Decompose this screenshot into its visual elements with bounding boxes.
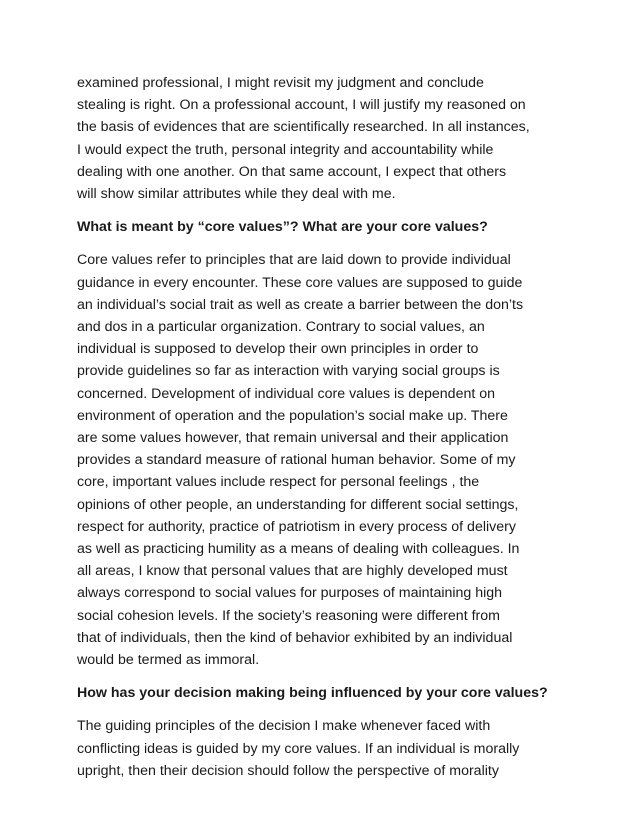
- text-line: upright, then their decision should follow the perspective of morality: [77, 762, 499, 779]
- text-line: provides a standard measure of rational human behavior. Some of my: [77, 452, 516, 469]
- text-line: will show similar attributes while they deal with me.: [77, 186, 396, 203]
- text-line: respect for authority, practice of patriotism in every process of delivery: [77, 518, 516, 535]
- text-line: all areas, I know that personal values that are highly developed must: [77, 563, 508, 580]
- text-line: environment of operation and the population’s social make up. There: [77, 407, 508, 424]
- text-line: The guiding principles of the decision I make whenever faced with: [77, 718, 491, 735]
- text-line: I would expect the truth, personal integrity and accountability while: [77, 141, 494, 158]
- text-line: always correspond to social values for purposes of maintaining high: [77, 585, 503, 602]
- text-line: as well as practicing humility as a means of dealing with colleagues. In: [77, 541, 520, 558]
- text-line: concerned. Development of individual core values is dependent on: [77, 385, 496, 402]
- text-line: an individual’s social trait as well as create a barrier between the don’ts: [77, 296, 524, 313]
- text-line: Core values refer to principles that are laid down to provide individual: [77, 252, 511, 269]
- paragraph-3: [77, 715, 577, 782]
- document-page: [77, 72, 577, 782]
- text-line: provide guidelines so far as interaction with varying social groups is: [77, 363, 500, 380]
- text-line: the basis of evidences that are scientifically researched. In all instances,: [77, 119, 530, 136]
- text-line: guidance in every encounter. These core values are supposed to guide: [77, 274, 523, 291]
- text-line: individual is supposed to develop their own principles in order to: [77, 341, 479, 358]
- section-heading-decision-making: How has your decision making being influenced by your core values?: [77, 685, 548, 702]
- text-line: would be termed as immoral.: [77, 652, 260, 669]
- text-line: examined professional, I might revisit my judgment and conclude: [77, 75, 484, 91]
- text-line: dealing with one another. On that same account, I expect that others: [77, 163, 507, 180]
- paragraph-2: [77, 249, 577, 671]
- text-line: conflicting ideas is guided by my core values. If an individual is morally: [77, 740, 520, 757]
- text-line: that of individuals, then the kind of behavior exhibited by an individual: [77, 629, 513, 646]
- text-line: and dos in a particular organization. Contrary to social values, an: [77, 319, 485, 336]
- text-line: stealing is right. On a professional account, I will justify my reasoned on: [77, 97, 526, 114]
- paragraph-1: [77, 72, 577, 205]
- text-line: social cohesion levels. If the society’s reasoning were different from: [77, 607, 500, 624]
- text-line: core, important values include respect for personal feelings , the: [77, 474, 480, 491]
- section-heading-core-values: What is meant by “core values”? What are your core values?: [77, 219, 488, 236]
- text-line: opinions of other people, an understanding for different social settings,: [77, 496, 519, 513]
- text-line: are some values however, that remain universal and their application: [77, 430, 509, 447]
